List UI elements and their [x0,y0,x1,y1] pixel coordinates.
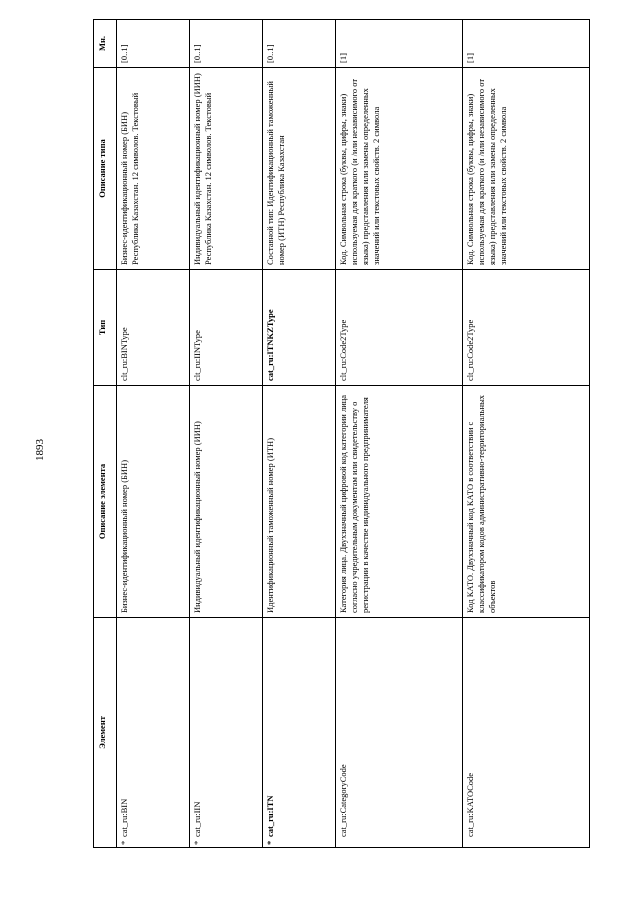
row-marker: * [265,840,275,845]
cell-type-description: Составной тип: Идентификационный таможенный номер (ИТН) Республика Казахстан [263,68,336,270]
table-row [190,20,263,848]
cell-element [336,618,463,848]
row-marker: * [192,840,202,845]
cell-multiplicity: [0..1] [117,20,190,68]
cell-type: cat_ru:ITNKZType [263,270,336,386]
header-description: Описание элемента [94,386,117,618]
cell-description: Код КАТО. Двухзначный код КАТО в соответствии с классификатором кодов административно-территориальных объектов [463,386,590,618]
header-type: Тип [94,270,117,386]
header-element: Элемент [94,618,117,848]
cell-type-description: Индивидуальный идентификационный номер (ИИН) Республика Казахстан. 12 символов. Текстовый [190,68,263,270]
element-name: cat_ru:KATOCode [465,772,475,837]
cell-type-description: Бизнес-идентификационный номер (БИН) Республика Казахстан. 12 символов. Текстовый [117,68,190,270]
cell-description: Бизнес-идентификационный номер (БИН) [117,386,190,618]
table-row [336,20,463,848]
cell-type: clt_ru:Code2Type [336,270,463,386]
cell-multiplicity: [1] [463,20,590,68]
table-row [463,20,590,848]
cell-multiplicity: [1] [336,20,463,68]
cell-description: Индивидуальный идентификационный номер (ИИН) [190,386,263,618]
element-table [93,19,590,848]
element-name: cat_ru:BIN [119,798,129,837]
rotated-page-content [93,20,583,848]
cell-multiplicity: [0..1] [263,20,336,68]
cell-element [263,618,336,848]
table-row [117,20,190,848]
cell-type-description: Код. Символьная строка (буквы, цифры, знаки) используемая для краткого (и /или независимого от языка) представления или замены определенных значений или текстовых свойств. 2 символа [336,68,463,270]
cell-type: clt_ru:Code2Type [463,270,590,386]
cell-description: Идентификационный таможенный номер (ИТН) [263,386,336,618]
table-header-row [94,20,117,848]
element-name: cat_ru:ITN [265,795,275,837]
cell-element [190,618,263,848]
cell-type: clt_ru:BINType [117,270,190,386]
cell-type: clt_ru:IINType [190,270,263,386]
row-marker: * [119,840,129,845]
element-name: cat_ru:IIN [192,801,202,837]
cell-element [463,618,590,848]
element-name: cat_ru:CategoryCode [338,764,348,837]
page-number: 1893 [34,439,46,461]
cell-element [117,618,190,848]
table-row [263,20,336,848]
header-multiplicity: Мн. [94,20,117,68]
header-type-description: Описание типа [94,68,117,270]
cell-multiplicity: [0..1] [190,20,263,68]
cell-description: Категория лица. Двухзначный цифровой код категории лица согласно учредительным документам или свидетельству о регистрации в качестве индивидуального предпринимателя [336,386,463,618]
cell-type-description: Код. Символьная строка (буквы, цифры, знаки) используемая для краткого (и /или независимого от языка) представления или замены определенных значений или текстовых свойств. 2 символа [463,68,590,270]
